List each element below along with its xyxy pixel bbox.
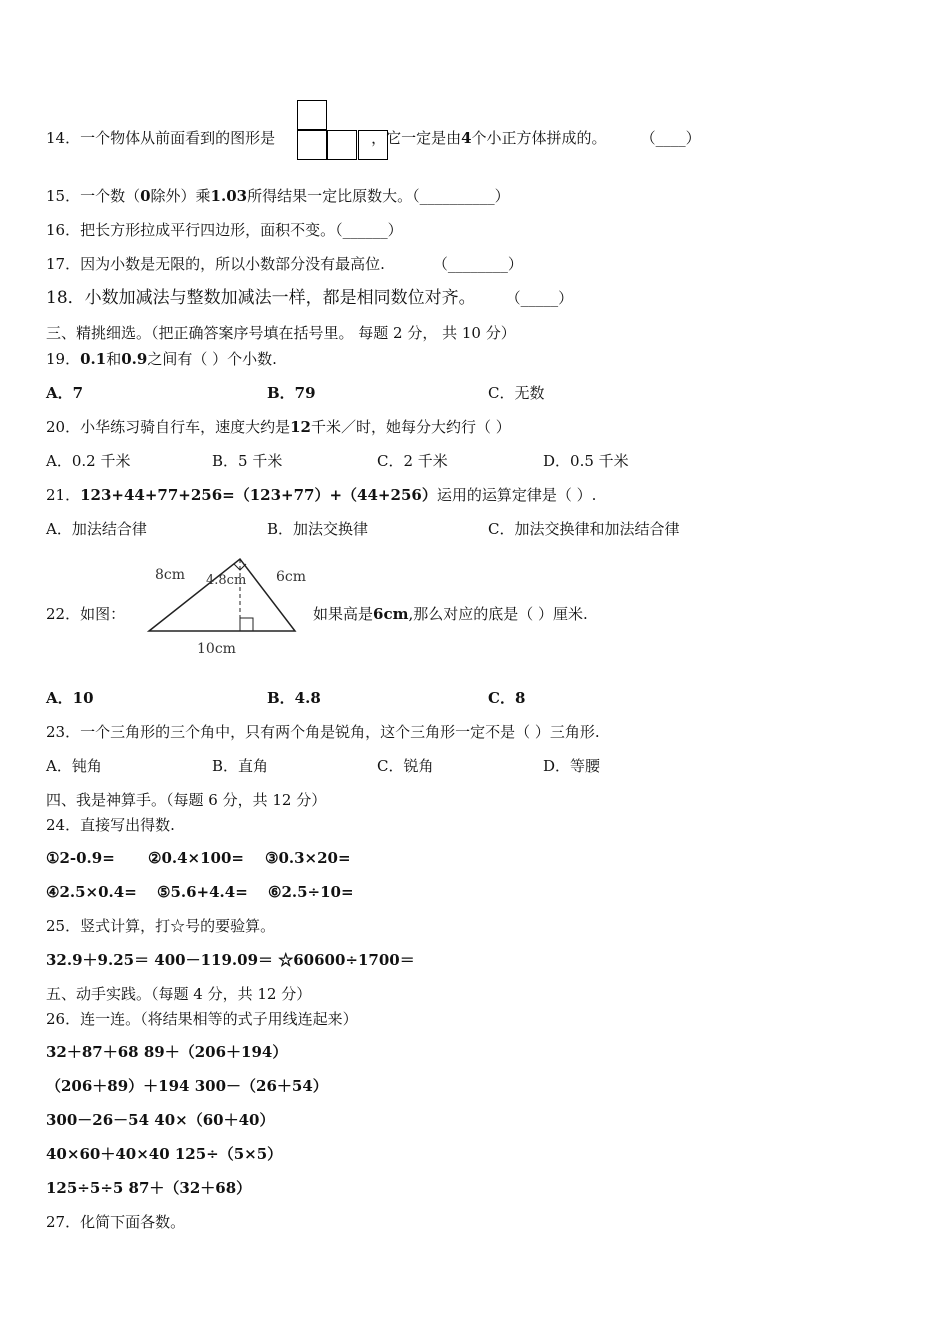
q18-text: 18．小数加减法与整数加减法一样，都是相同数位对齐。 (46, 288, 476, 308)
question-23: 23．一个三角形的三个角中，只有两个角是锐角，这个三角形一定不是（ ）三角形. (46, 723, 600, 741)
section-3-heading: 三、精挑细选。（把正确答案序号填在括号里。 每题 2 分， 共 10 分） (46, 324, 516, 342)
q23-option-c: C．锐角 (377, 757, 434, 775)
q15-number-0: 0 (140, 187, 151, 205)
fig-label-right-side: 6cm (276, 569, 307, 585)
q22-text (313, 604, 588, 624)
q22-text-pre: 如果高是 (313, 605, 374, 623)
figure-square-bottom-3 (358, 130, 388, 160)
q19-option-b: B．79 (267, 384, 316, 402)
q24-item-1: ①2-0.9= (46, 849, 115, 867)
q14-text-after2: 个小正方体拼成的。 (471, 129, 607, 147)
q24-item-3: ③0.3×20= (265, 849, 351, 867)
q24-item-4: ④2.5×0.4= (46, 883, 137, 901)
q24-item-5: ⑤5.6+4.4= (157, 883, 248, 901)
q21-option-c: C．加法交换律和加法结合律 (488, 520, 680, 538)
q19-option-c: C．无数 (488, 384, 545, 402)
section-4-heading: 四、我是神算手。（每题 6 分，共 12 分） (46, 791, 327, 809)
section-5-heading: 五、动手实践。（每题 4 分，共 12 分） (46, 985, 312, 1003)
q20-number: 12 (290, 418, 311, 436)
q22-text-post: ,那么对应的底是（ ）厘米. (408, 605, 588, 623)
figure-square-top (297, 100, 327, 130)
q19-value-a: 0.1 (80, 350, 107, 368)
question-25: 25．竖式计算，打☆号的要验算。 (46, 917, 276, 935)
fig-label-height: 4.8cm (206, 573, 247, 588)
q24-item-6: ⑥2.5÷10= (268, 883, 354, 901)
q26-row-1: 32＋87＋68 89＋（206＋194） (46, 1043, 288, 1061)
figure-square-bottom-1 (297, 130, 327, 160)
question-15 (46, 186, 510, 206)
question-19 (46, 349, 277, 369)
q20-text-post: 千米／时，她每分大约行（ ） (310, 418, 511, 436)
q19-text-mid: 和 (106, 350, 122, 368)
q17-blank: （________） (432, 255, 523, 273)
q19-value-b: 0.9 (121, 350, 148, 368)
question-20 (46, 417, 511, 437)
q20-option-d: D．0.5 千米 (543, 452, 629, 470)
q26-row-5: 125÷5÷5 87＋（32＋68） (46, 1179, 252, 1197)
q14-text: 14．一个物体从前面看到的图形是 (46, 129, 276, 147)
question-18 (46, 288, 573, 308)
q18-blank: （_____） (505, 289, 574, 307)
q26-row-3: 300－26－54 40×（60＋40） (46, 1111, 275, 1129)
question-26: 26．连一连。（将结果相等的式子用线连起来） (46, 1010, 358, 1028)
q21-option-b: B．加法交换律 (267, 520, 369, 538)
q15-text-post: 所得结果一定比原数大。（__________） (247, 187, 510, 205)
q21-option-a: A．加法结合律 (46, 520, 147, 538)
question-21 (46, 485, 596, 505)
question-16: 16．把长方形拉成平行四边形，面积不变。（______） (46, 221, 403, 239)
q14-blank: （____） (640, 129, 701, 147)
q22-option-c: C．8 (488, 689, 526, 707)
q20-option-c: C．2 千米 (377, 452, 448, 470)
q21-text-post: 运用的运算定律是（ ）. (436, 486, 597, 504)
q19-text-post: 之间有（ ）个小数. (147, 350, 277, 368)
question-17 (46, 254, 523, 274)
q20-text: 20．小华练习骑自行车，速度大约是 (46, 418, 291, 436)
question-24: 24．直接写出得数. (46, 816, 175, 834)
q21-expression: 123+44+77+256=（123+77）+（44+256） (80, 486, 437, 504)
q23-option-b: B．直角 (212, 757, 269, 775)
q17-text: 17．因为小数是无限的，所以小数部分没有最高位. (46, 255, 385, 273)
q15-number: 1.03 (210, 187, 248, 205)
q21-num: 21． (46, 486, 81, 504)
q22-option-a: A．10 (46, 689, 94, 707)
figure-square-bottom-2 (327, 130, 357, 160)
q23-option-a: A．钝角 (46, 757, 102, 775)
q20-option-a: A．0.2 千米 (46, 452, 131, 470)
q23-option-d: D．等腰 (543, 757, 601, 775)
q14-text-after: ，它一定是由 (371, 129, 462, 147)
fig-label-base: 10cm (197, 641, 236, 657)
q15-text-mid: 除外）乘 (150, 187, 211, 205)
q22-height-value: 6cm (373, 605, 409, 623)
q20-option-b: B．5 千米 (212, 452, 283, 470)
q26-row-4: 40×60＋40×40 125÷（5×5） (46, 1145, 283, 1163)
q19-option-a: A．7 (46, 384, 84, 402)
q22-triangle-figure (140, 556, 310, 660)
fig-label-left-side: 8cm (155, 567, 186, 583)
q14-number: 4 (461, 129, 472, 147)
q25-expressions: 32.9＋9.25＝ 400－119.09＝ ☆60600÷1700＝ (46, 951, 415, 969)
q26-row-2: （206＋89）＋194 300－（26＋54） (46, 1077, 328, 1095)
q24-item-2: ②0.4×100= (148, 849, 244, 867)
question-27: 27．化简下面各数。 (46, 1213, 186, 1231)
q22-option-b: B．4.8 (267, 689, 321, 707)
q22-label: 22．如图： (46, 605, 126, 623)
q19-num: 19． (46, 350, 81, 368)
q15-text: 15．一个数（ (46, 187, 141, 205)
right-angle-mark-base (240, 618, 253, 631)
